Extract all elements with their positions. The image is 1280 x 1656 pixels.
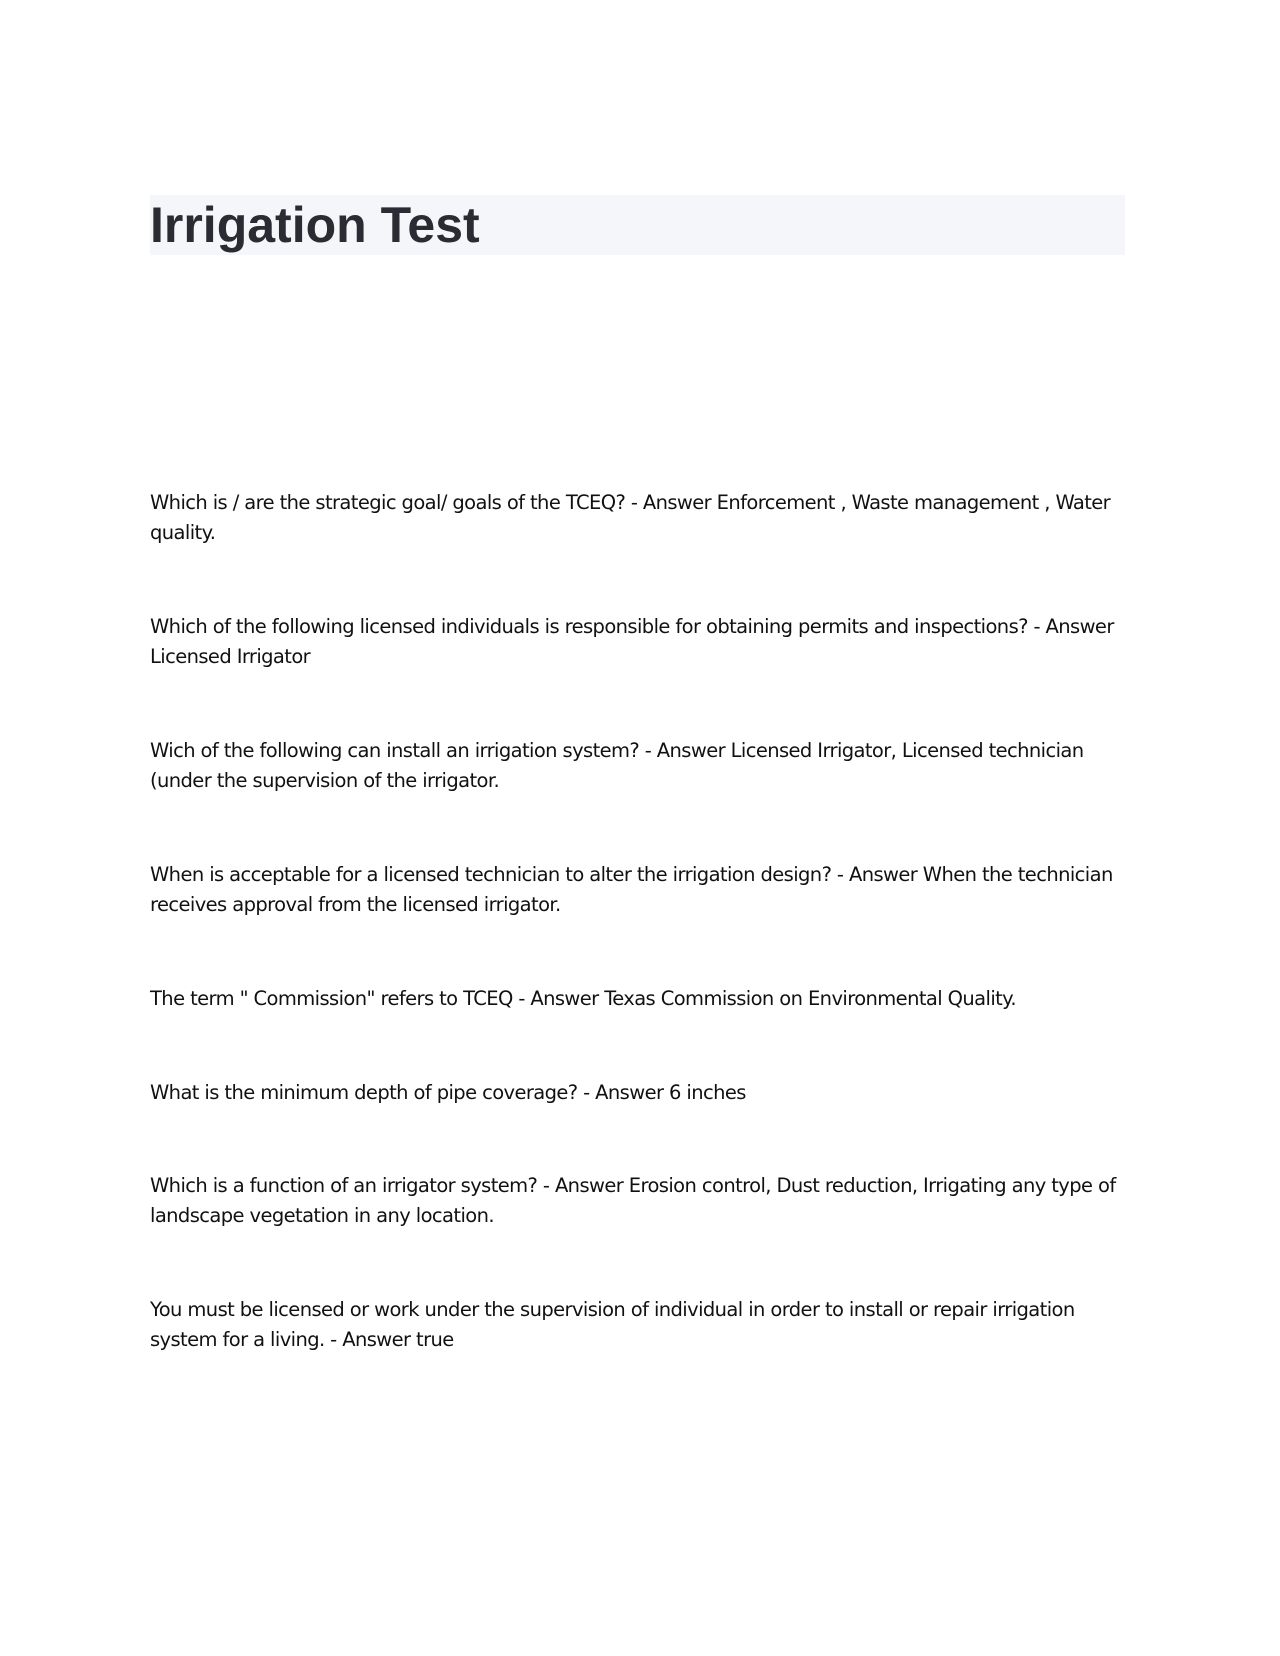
qa-item: The term " Commission" refers to TCEQ - Answer Texas Commission on Environmental Quality. xyxy=(150,987,1016,1010)
qa-item: What is the minimum depth of pipe coverage? - Answer 6 inches xyxy=(150,1081,746,1104)
qa-item: When is acceptable for a licensed technician to alter the irrigation design? - Answer When the technician receives approval from the licensed irrigator. xyxy=(150,863,1113,916)
qa-item: Which is / are the strategic goal/ goals of the TCEQ? - Answer Enforcement , Waste management , Water quality. xyxy=(150,491,1111,544)
qa-item: You must be licensed or work under the supervision of individual in order to install or repair irrigation system for a living. - Answer true xyxy=(150,1298,1075,1351)
document-title: Irrigation Test xyxy=(150,197,480,253)
qa-item: Which of the following licensed individuals is responsible for obtaining permits and inspections? - Answer Licensed Irrigator xyxy=(150,615,1114,668)
qa-item: Which is a function of an irrigator system? - Answer Erosion control, Dust reduction, Irrigating any type of landscape vegetation in any location. xyxy=(150,1174,1116,1227)
qa-item: Wich of the following can install an irrigation system? - Answer Licensed Irrigator, Licensed technician (under the supervision of the irrigator. xyxy=(150,739,1084,792)
